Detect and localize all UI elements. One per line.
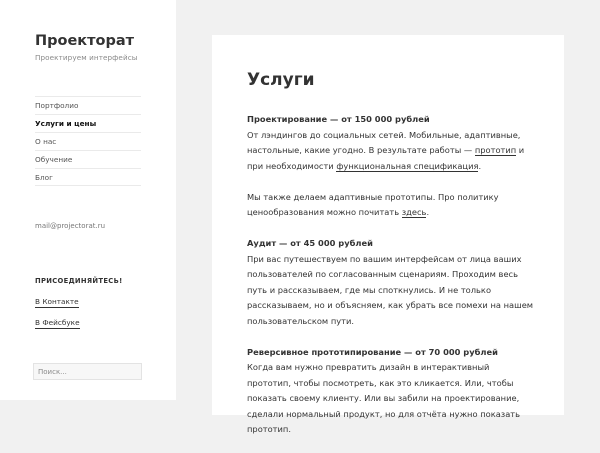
section-heading: Аудит — от 45 000 рублей (247, 238, 373, 248)
text-fragment: ценообразования можно почитать (247, 207, 402, 217)
site-title[interactable]: Проекторат (35, 33, 135, 49)
section-heading: Реверсивное прототипирование — от 70 000 рублей (247, 346, 498, 357)
text-line: рассказываем, но и объясняем, как убрать все помехи на нашем (247, 300, 534, 310)
text-line (247, 205, 537, 221)
text-fragment: и (516, 145, 525, 155)
text-line: сделали нормальный продукт, но для отчёта нужно показать (247, 408, 521, 419)
nav-item-education[interactable]: Обучение (35, 150, 141, 168)
content-area (212, 35, 564, 434)
text-line: пользователей по согласованным сценариям. Проходим весь (247, 269, 519, 279)
text-line: прототип. (247, 424, 291, 434)
spec-link[interactable]: функциональная спецификация (336, 160, 479, 171)
section-adaptive (247, 190, 537, 221)
sidebar (0, 0, 176, 400)
section-reverse-prototyping (247, 345, 537, 438)
text-line: пользовательском пути. (247, 315, 355, 326)
vk-link[interactable]: В Контакте (35, 297, 79, 306)
facebook-link[interactable]: В Фейсбуке (35, 318, 80, 327)
text-line: Когда вам нужно превратить дизайн в интерактивный (247, 362, 490, 372)
nav-item-services[interactable]: Услуги и цены (35, 114, 141, 132)
text-fragment: . (478, 160, 482, 171)
site-description: Проектируем интерфейсы (35, 53, 138, 62)
nav-item-blog[interactable]: Блог (35, 168, 141, 186)
prototype-link[interactable]: прототип (474, 145, 517, 155)
text-fragment: . (426, 207, 430, 217)
text-line: Мы также делаем адаптивные прототипы. Про политику (247, 191, 499, 202)
text-line: При вас путешествуем по вашим интерфейсам от лица ваших (247, 253, 522, 264)
entry-content (247, 112, 537, 453)
text-line: От лэндингов до социальных сетей. Мобильные, адаптивные, (247, 129, 521, 140)
page-title: Услуги (247, 70, 315, 90)
text-line: путь и рассказываем, где мы споткнулись. И не только (247, 284, 492, 295)
text-fragment: при необходимости (247, 160, 337, 171)
nav-item-portfolio[interactable]: Портфолио (35, 96, 141, 114)
text-line: показать своему клиенту. Или вы забили на проектирование, (247, 393, 520, 403)
contact-email: mail@projectorat.ru (35, 222, 106, 230)
text-line: прототип, чтобы посмотреть, как это кликается. Или, чтобы (247, 377, 514, 388)
nav-item-about[interactable]: О нас (35, 132, 141, 150)
text-fragment: настольные, какие угодно. В результате работы — (247, 145, 475, 155)
main-navigation (35, 96, 141, 186)
section-audit (247, 236, 537, 329)
pricing-here-link[interactable]: здесь (401, 207, 427, 217)
social-title: ПРИСОЕДИНЯЙТЕСЬ! (35, 277, 123, 285)
section-design (247, 112, 537, 174)
search-input[interactable] (33, 363, 142, 380)
text-line (247, 143, 537, 159)
text-line (247, 159, 537, 175)
section-heading: Проектирование — от 150 000 рублей (247, 114, 430, 124)
